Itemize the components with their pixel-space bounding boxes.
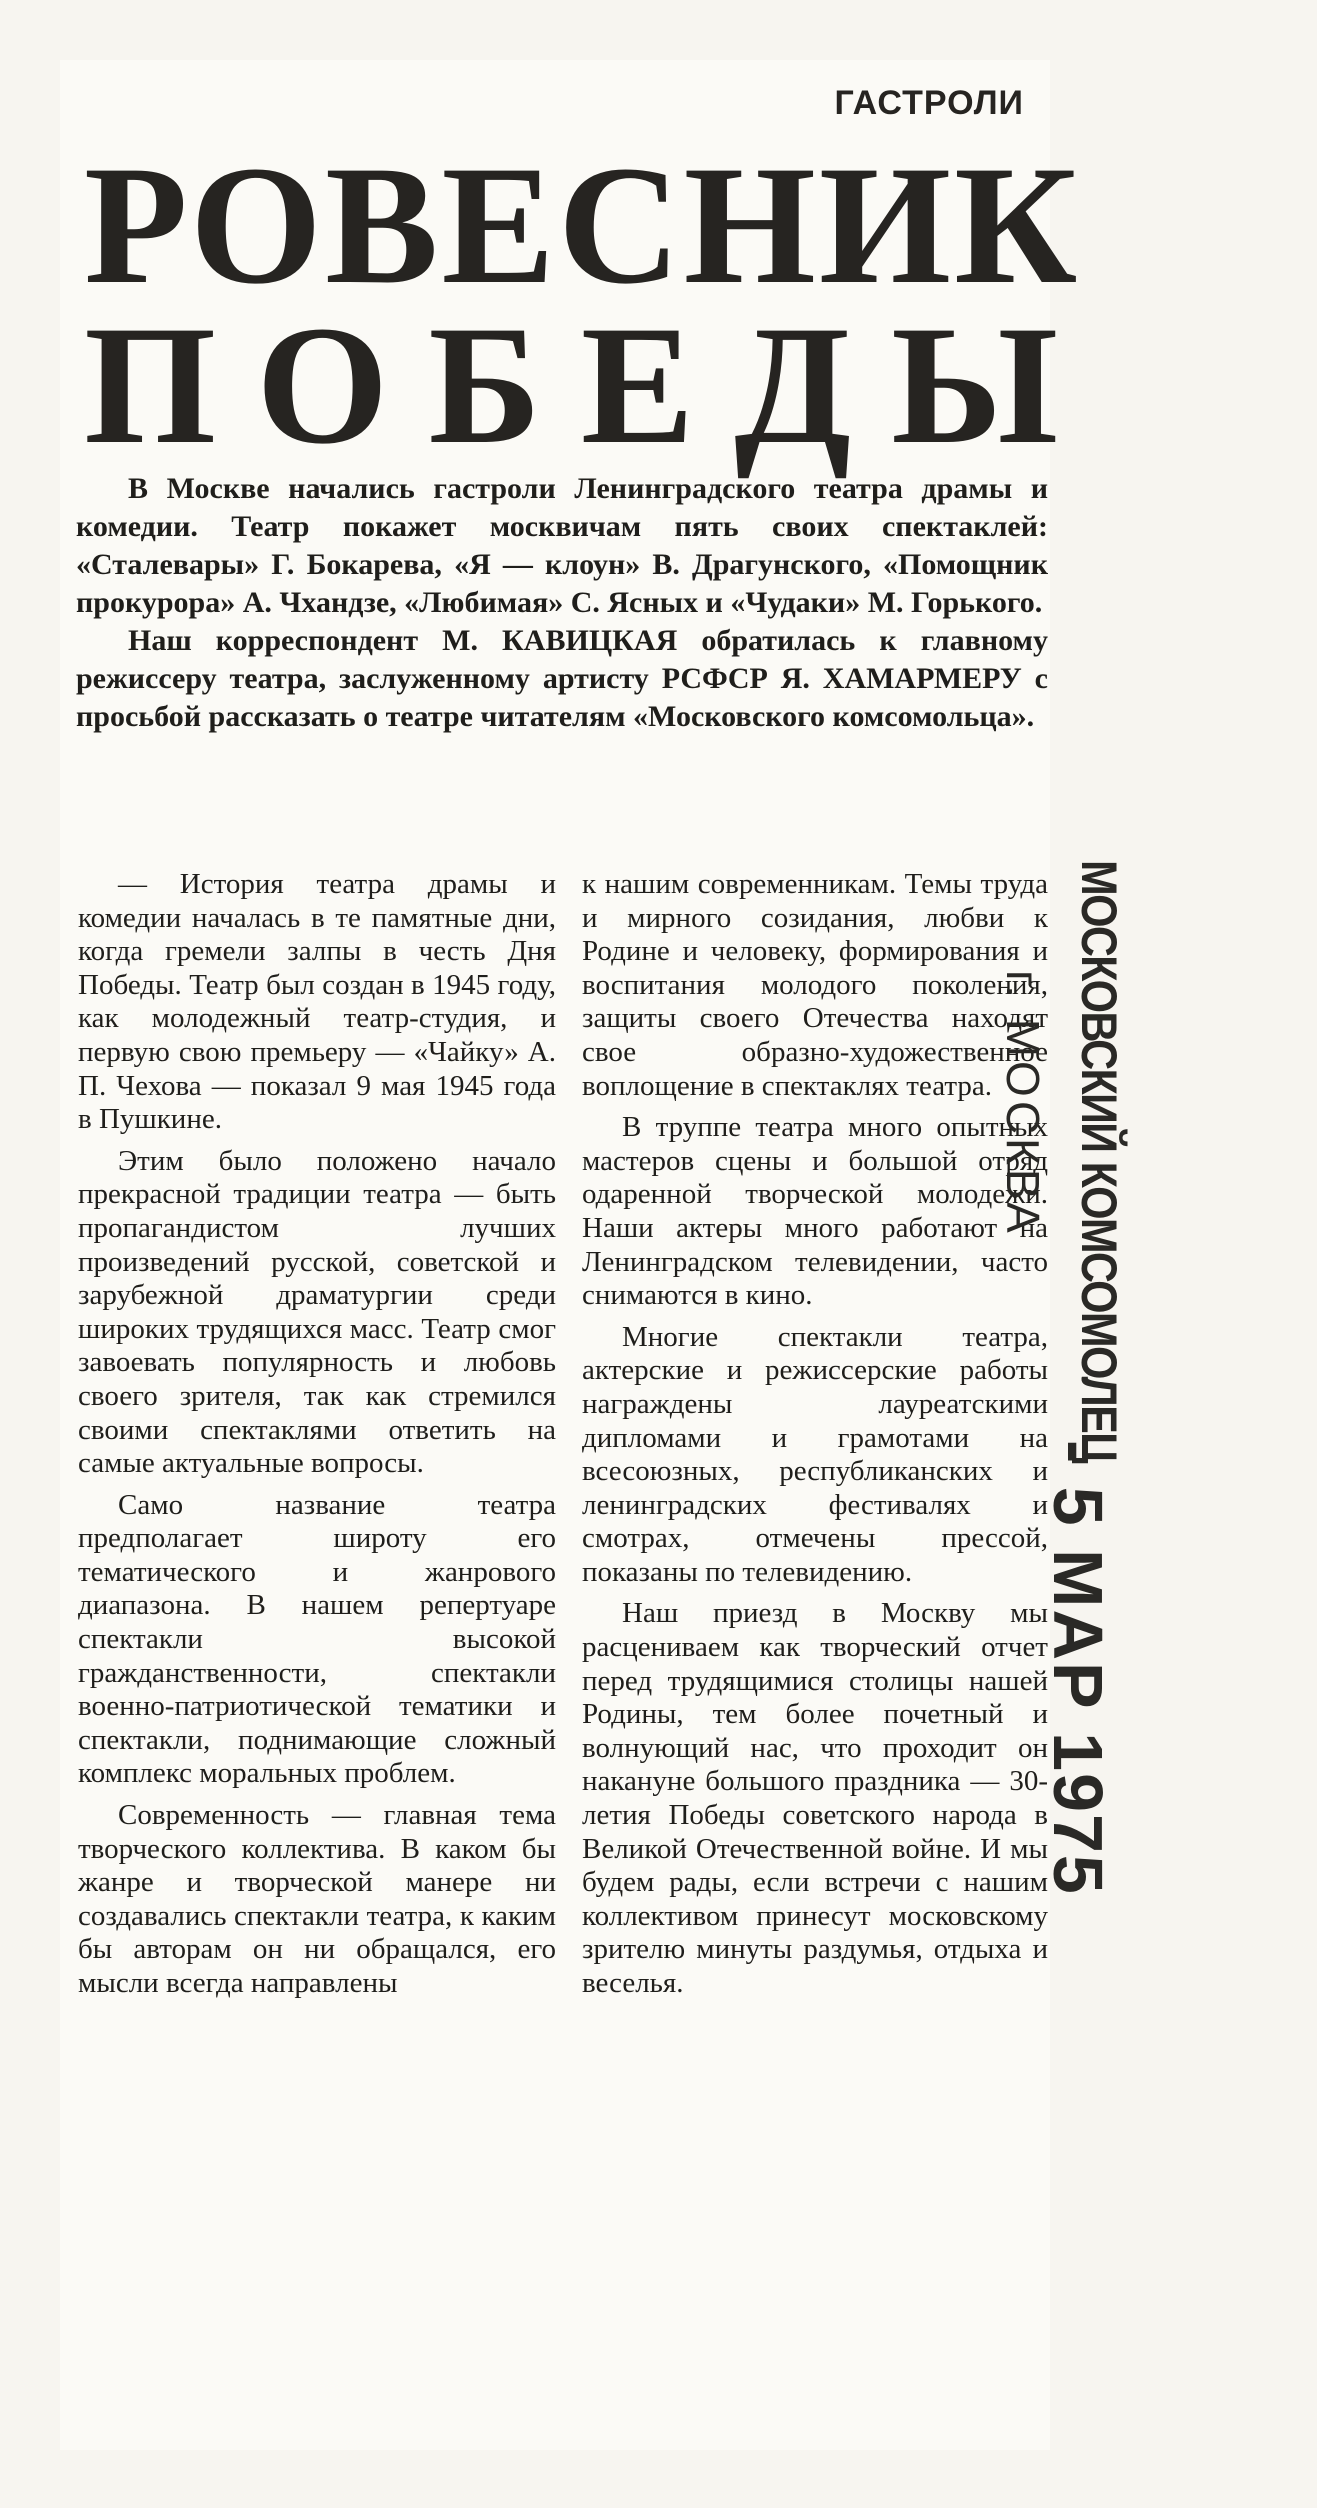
lead-text-2: Наш корреспондент М. КАВИЦКАЯ обратилась к главному режиссеру театра, заслуженному артисту РСФСР Я. ХАМАРМЕРУ с просьбой рассказать о театре читателям «Московского комсомольца». (76, 624, 1048, 733)
stamp-date: - 5 МАР 1975 (1039, 1440, 1117, 1896)
rubric-label: ГАСТРОЛИ (834, 84, 1024, 122)
left-paragraph-3: Само название театра предполагает широту его тематического и жанрового диапазона. В нашем репертуаре спектакли высокой гражданственности, спектакли военно-патриотической тематики и спектакли, поднимающие сложный комплекс моральных проблем. (78, 1488, 556, 1790)
left-paragraph-1: — История театра драмы и комедии началась в те памятные дни, когда гремели залпы в честь Дня Победы. Театр был создан в 1945 году, как молодежный театр-студия, и первую свою премьеру — «Чайку» А. П. Чехова — показал 9 мая 1945 года в Пушкине. (78, 868, 556, 1136)
headline-line-2: ПОБЕДЫ (84, 291, 1099, 479)
right-paragraph-1: к нашим современникам. Темы труда и мирного созидания, любви к Родине и человеку, формирования и воспитания молодого поколения, защиты своего Отечества находят свое образно-художественное воплощение в спектаклях театра. (582, 868, 1048, 1102)
right-paragraph-3: Многие спектакли театра, актерские и режиссерские работы награждены лауреатскими дипломами и грамотами на всесоюзных, республиканских и ленинградских фестивалях и смотрах, отмечены прессой, показаны по телевидению. (582, 1320, 1048, 1588)
article-column-left (78, 868, 556, 2009)
lead-paragraph (76, 470, 1048, 736)
stamp-city: г. МОСКВА (997, 970, 1049, 1237)
left-paragraph-4: Современность — главная тема творческого коллектива. В каком бы жанре и творческой манере ни создавались спектакли театра, к каким бы авторам он ни обращался, его мысли всегда направлены (78, 1799, 556, 1999)
stamp-newspaper-name: МОСКОВСКИЙ КОМСОМОЛЕЦ (1071, 860, 1127, 1462)
right-paragraph-2: В труппе театра много опытных мастеров сцены и большой отряд одаренной творческой молодежи. Наши актеры много работают на Ленинградском телевидении, часто снимаются в кино. (582, 1111, 1048, 1312)
left-paragraph-2: Этим было положено начало прекрасной традиции театра — быть пропагандистом лучших произведений русской, советской и зарубежной драматургии среди широких трудящихся масс. Театр смог завоевать популярность и любовь своего зрителя, так как стремился своими спектаклями ответить на самые актуальные вопросы. (78, 1144, 556, 1480)
archive-stamp (948, 860, 1128, 1896)
right-paragraph-4: Наш приезд в Москву мы расцениваем как творческий отчет перед трудящимися столицы нашей Родины, тем более почетный и волнующий нас, что проходит он накануне большого праздника — 30-летия Победы советского народа в Великой Отечественной войне. И мы будем рады, если встречи с нашим коллективом принесут московскому зрителю минуты раздумья, отдыха и веселья. (582, 1597, 1048, 1999)
headline-line-1: РОВЕСНИК (84, 131, 1081, 319)
lead-text-1: В Москве начались гастроли Ленинградского театра драмы и комедии. Театр покажет москвичам пять своих спектаклей: «Сталевары» Г. Бокарева, «Я — клоун» В. Драгунского, «Помощник прокурора» А. Чхандзе, «Любимая» С. Ясных и «Чудаки» М. Горького. (76, 472, 1048, 619)
